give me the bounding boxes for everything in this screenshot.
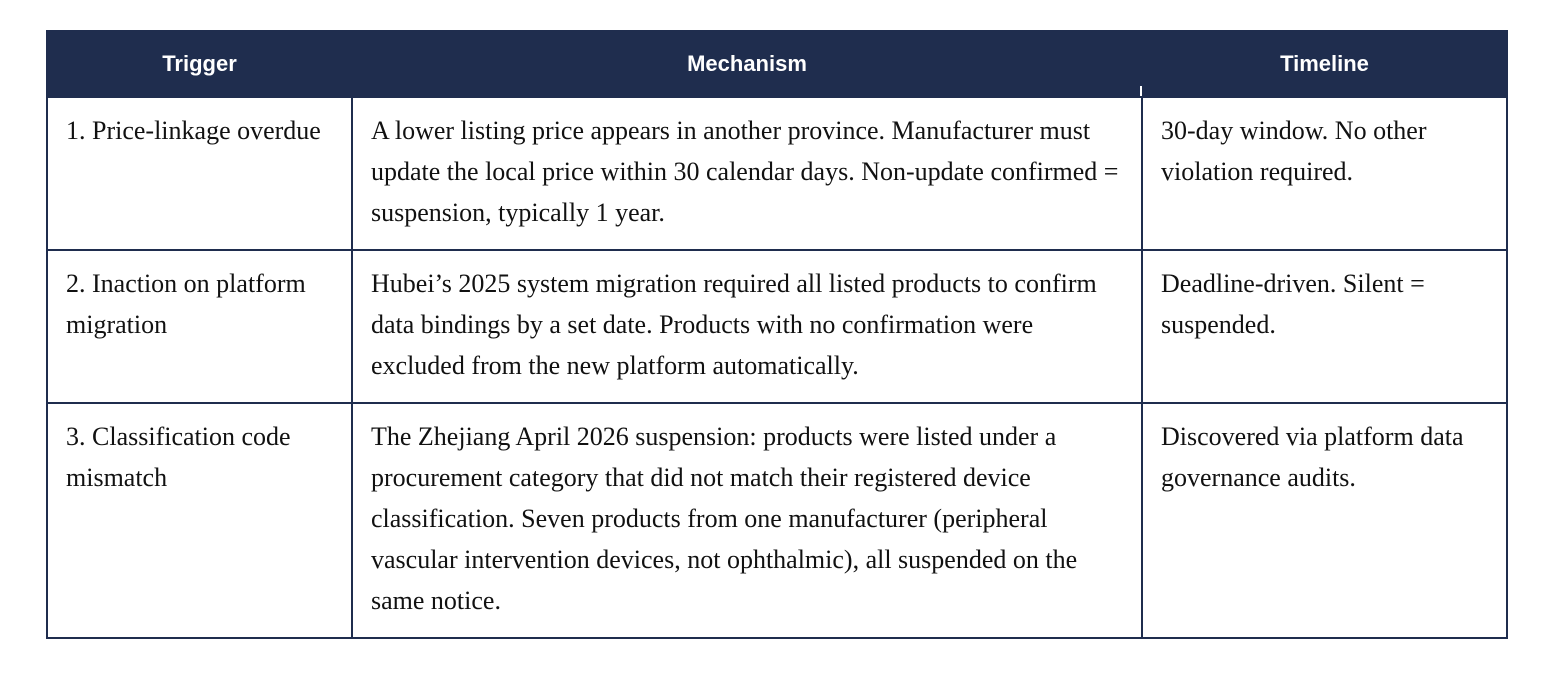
header-row <box>47 31 1507 97</box>
table-row <box>47 403 1507 638</box>
cell-trigger: 1. Price-linkage overdue <box>47 97 352 250</box>
trigger-table <box>46 30 1508 639</box>
table-body <box>47 97 1507 638</box>
cell-mechanism: Hubei’s 2025 system migration required all listed products to confirm data bindings by a set date. Products with no confirmation were excluded from the new platform automatically. <box>352 250 1142 403</box>
trigger-table-container <box>46 30 1506 639</box>
cell-mechanism: The Zhejiang April 2026 suspension: products were listed under a procurement category that did not match their registered device classification. Seven products from one manufacturer (peripheral vascular intervention devices, not ophthalmic), all suspended on the same notice. <box>352 403 1142 638</box>
cell-trigger: 3. Classification code mismatch <box>47 403 352 638</box>
header-trigger: Trigger <box>47 31 352 97</box>
cell-timeline: 30-day window. No other violation required. <box>1142 97 1507 250</box>
header-timeline: Timeline <box>1142 31 1507 97</box>
cell-timeline: Discovered via platform data governance audits. <box>1142 403 1507 638</box>
table-header <box>47 31 1507 97</box>
header-mechanism: Mechanism <box>352 31 1142 97</box>
cell-trigger: 2. Inaction on platform migration <box>47 250 352 403</box>
cell-timeline: Deadline-driven. Silent = suspended. <box>1142 250 1507 403</box>
table-row <box>47 97 1507 250</box>
table-row <box>47 250 1507 403</box>
cell-mechanism: A lower listing price appears in another province. Manufacturer must update the local price within 30 calendar days. Non-update confirmed = suspension, typically 1 year. <box>352 97 1142 250</box>
